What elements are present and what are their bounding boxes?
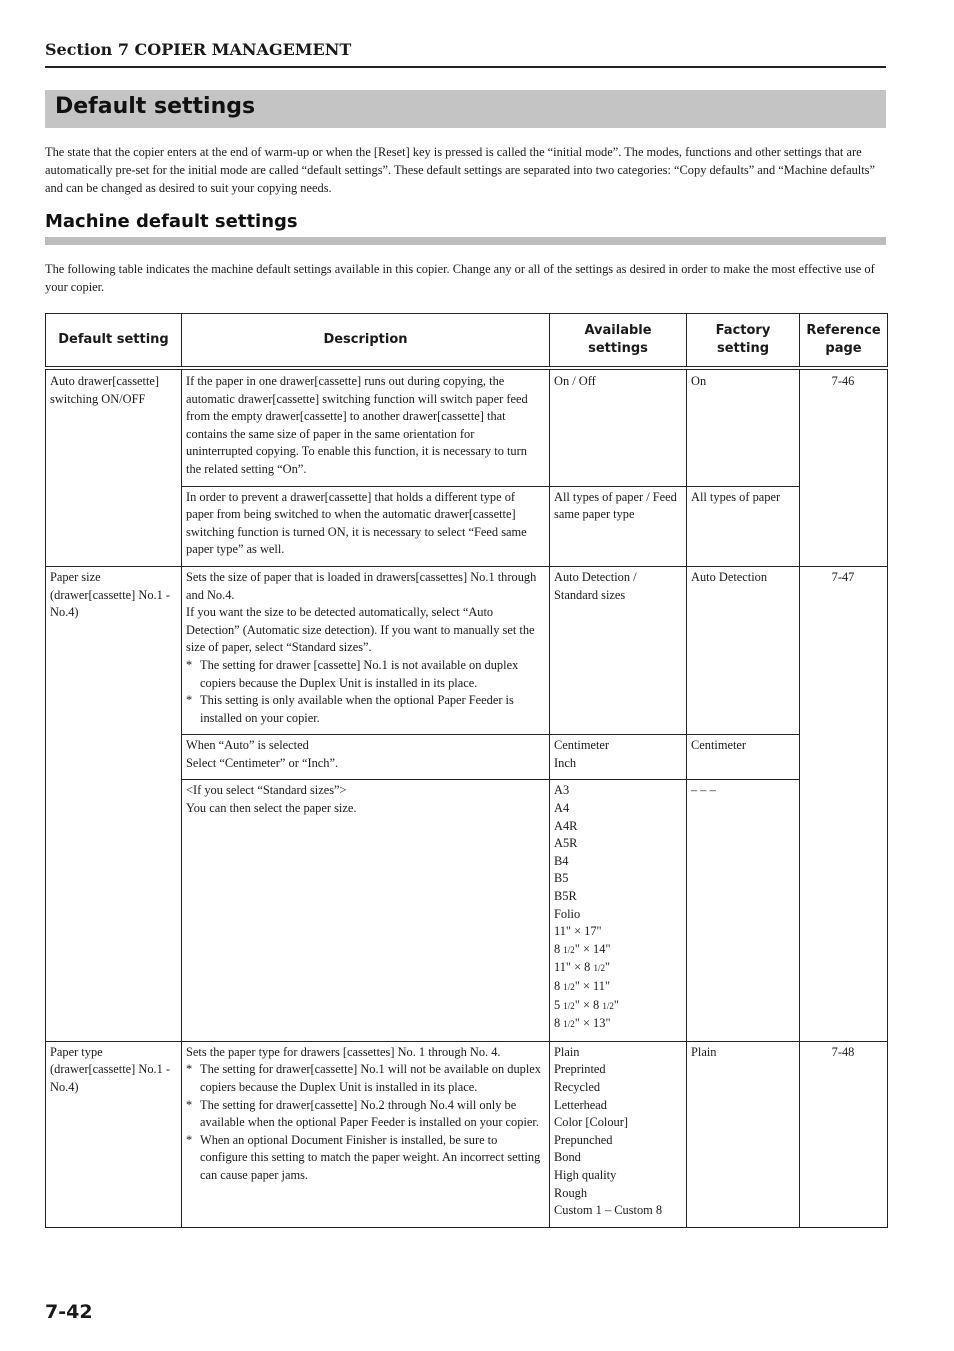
available-option: Plain bbox=[554, 1044, 580, 1059]
description-cell bbox=[182, 566, 550, 734]
description-cell bbox=[182, 735, 550, 780]
available-option: 8 1/2" × 11" bbox=[554, 979, 611, 993]
available-option: A4 bbox=[554, 801, 570, 816]
title-banner bbox=[45, 90, 886, 128]
available-option: A4R bbox=[554, 818, 578, 833]
available-option: Letterhead bbox=[554, 1097, 607, 1112]
description-cell bbox=[182, 1041, 550, 1227]
available-option: Inch bbox=[554, 755, 577, 770]
footnote-text: The setting for drawer[cassette] No.1 will not be available on duplex copiers because the Duplex Unit is installed in its place. bbox=[200, 1062, 541, 1094]
factory-cell: Centimeter bbox=[687, 735, 800, 780]
footnote-text: The setting for drawer [cassette] No.1 is not available on duplex copiers because the Duplex Unit is installed in its place. bbox=[200, 657, 519, 690]
factory-cell: Plain bbox=[687, 1041, 800, 1227]
available-cell: Auto Detection / Standard sizes bbox=[550, 566, 687, 734]
note-marker: * bbox=[186, 657, 193, 672]
available-cell bbox=[550, 735, 687, 780]
footnote bbox=[186, 692, 544, 727]
available-option: High quality bbox=[554, 1167, 617, 1182]
header-available-settings: Available settings bbox=[550, 314, 687, 369]
settings-table bbox=[45, 313, 888, 1228]
lead-paragraph: The following table indicates the machine default settings available in this copier. Change any or all of the settings as desired in order to make the most effective use of your copier. bbox=[45, 262, 875, 294]
section-header: Section 7 COPIER MANAGEMENT bbox=[45, 40, 886, 68]
description-cell bbox=[182, 780, 550, 1041]
subheading: Machine default settings bbox=[45, 211, 298, 232]
available-option: 5 1/2" × 8 1/2" bbox=[554, 997, 619, 1012]
available-option: B5 bbox=[554, 871, 569, 886]
available-cell: All types of paper / Feed same paper type bbox=[550, 486, 687, 566]
note-marker: * bbox=[186, 693, 193, 708]
available-option: 8 1/2" × 14" bbox=[554, 941, 611, 956]
available-option: 8 1/2" × 13" bbox=[554, 1016, 611, 1031]
factory-cell: Auto Detection bbox=[687, 566, 800, 734]
table-row bbox=[46, 566, 888, 734]
available-option: B4 bbox=[554, 853, 569, 868]
available-option: A3 bbox=[554, 783, 570, 798]
available-option: Rough bbox=[554, 1185, 588, 1200]
note-marker: * bbox=[186, 1097, 193, 1112]
description-line: Sets the paper type for drawers [cassettes] No. 1 through No. 4. bbox=[186, 1044, 501, 1059]
header-description: Description bbox=[182, 314, 550, 369]
description-line: Select “Centimeter” or “Inch”. bbox=[186, 755, 339, 770]
available-option: A5R bbox=[554, 836, 578, 851]
reference-page: 7-46 bbox=[800, 368, 888, 566]
available-option: Centimeter bbox=[554, 738, 610, 753]
setting-name: Paper type (drawer[cassette] No.1 - No.4) bbox=[46, 1041, 182, 1227]
reference-page: 7-48 bbox=[800, 1041, 888, 1227]
reference-page: 7-47 bbox=[800, 566, 888, 1041]
setting-name: Auto drawer[cassette] switching ON/OFF bbox=[46, 368, 182, 566]
header-default-setting: Default setting bbox=[46, 314, 182, 369]
note-marker: * bbox=[186, 1132, 193, 1147]
available-option: Color [Colour] bbox=[554, 1115, 628, 1130]
factory-cell: On bbox=[687, 368, 800, 486]
description-line: Sets the size of paper that is loaded in drawers[cassettes] No.1 through and No.4. bbox=[186, 569, 537, 602]
header-factory-setting: Factory setting bbox=[687, 314, 800, 369]
table-header-row bbox=[46, 314, 888, 369]
table-row bbox=[46, 1041, 888, 1227]
available-option: Preprinted bbox=[554, 1062, 606, 1077]
description-line: <If you select “Standard sizes”> bbox=[186, 783, 347, 798]
footnote bbox=[186, 1132, 544, 1185]
description-cell: If the paper in one drawer[cassette] runs out during copying, the automatic drawer[cassette] switching function will switch paper feed from the empty drawer[cassette] to another drawer[cassette] that contains the same size of paper in the same orientation for uninterrupted copying. To enable this function, it is necessary to turn the related setting “On”. bbox=[182, 368, 550, 486]
note-marker: * bbox=[186, 1062, 193, 1077]
available-option: 11" × 17" bbox=[554, 924, 602, 939]
table-row bbox=[46, 368, 888, 486]
subheading-rule bbox=[45, 237, 886, 245]
footnote bbox=[186, 657, 544, 692]
footnote-text: When an optional Document Finisher is installed, be sure to configure this setting to match the paper weight. An incorrect setting can cause paper jams. bbox=[200, 1132, 541, 1182]
available-option: Recycled bbox=[554, 1079, 601, 1094]
setting-name: Paper size (drawer[cassette] No.1 - No.4) bbox=[46, 566, 182, 1041]
description-line: If you want the size to be detected automatically, select “Auto Detection” (Automatic size detection). If you want to manually set the size of paper, select “Standard sizes”. bbox=[186, 605, 535, 655]
page-number: 7-42 bbox=[45, 1301, 93, 1323]
available-cell: On / Off bbox=[550, 368, 687, 486]
available-option: Prepunched bbox=[554, 1132, 613, 1147]
footnote-text: The setting for drawer[cassette] No.2 through No.4 will only be available when the optional Paper Feeder is installed on your copier. bbox=[200, 1097, 539, 1130]
page-title: Default settings bbox=[55, 94, 256, 119]
description-cell: In order to prevent a drawer[cassette] that holds a different type of paper from being switched to when the automatic drawer[cassette] switching function is turned ON, it is necessary to select “Feed same paper type” as well. bbox=[182, 486, 550, 566]
available-option: Folio bbox=[554, 906, 581, 921]
intro-paragraph: The state that the copier enters at the end of warm-up or when the [Reset] key is pressed is called the “initial mode”. The modes, functions and other settings that are automatically pre-set for the initial mode are called “default settings”. These default settings are separated into two categories: “Copy defaults” and “Machine defaults” and can be changed as desired to suit your copying needs. bbox=[45, 145, 875, 195]
factory-cell: – – – bbox=[687, 780, 800, 1041]
available-option: 11" × 8 1/2" bbox=[554, 960, 611, 975]
footnote bbox=[186, 1097, 544, 1132]
footnote-text: This setting is only available when the optional Paper Feeder is installed on your copier. bbox=[200, 693, 514, 725]
available-option: Bond bbox=[554, 1150, 581, 1165]
description-line: When “Auto” is selected bbox=[186, 738, 309, 753]
header-reference-page: Reference page bbox=[800, 314, 888, 369]
available-option: B5R bbox=[554, 889, 577, 904]
available-cell bbox=[550, 780, 687, 1041]
footnote bbox=[186, 1061, 544, 1096]
factory-cell: All types of paper bbox=[687, 486, 800, 566]
available-option: Custom 1 – Custom 8 bbox=[554, 1203, 663, 1218]
description-line: You can then select the paper size. bbox=[186, 801, 357, 816]
available-cell bbox=[550, 1041, 687, 1227]
